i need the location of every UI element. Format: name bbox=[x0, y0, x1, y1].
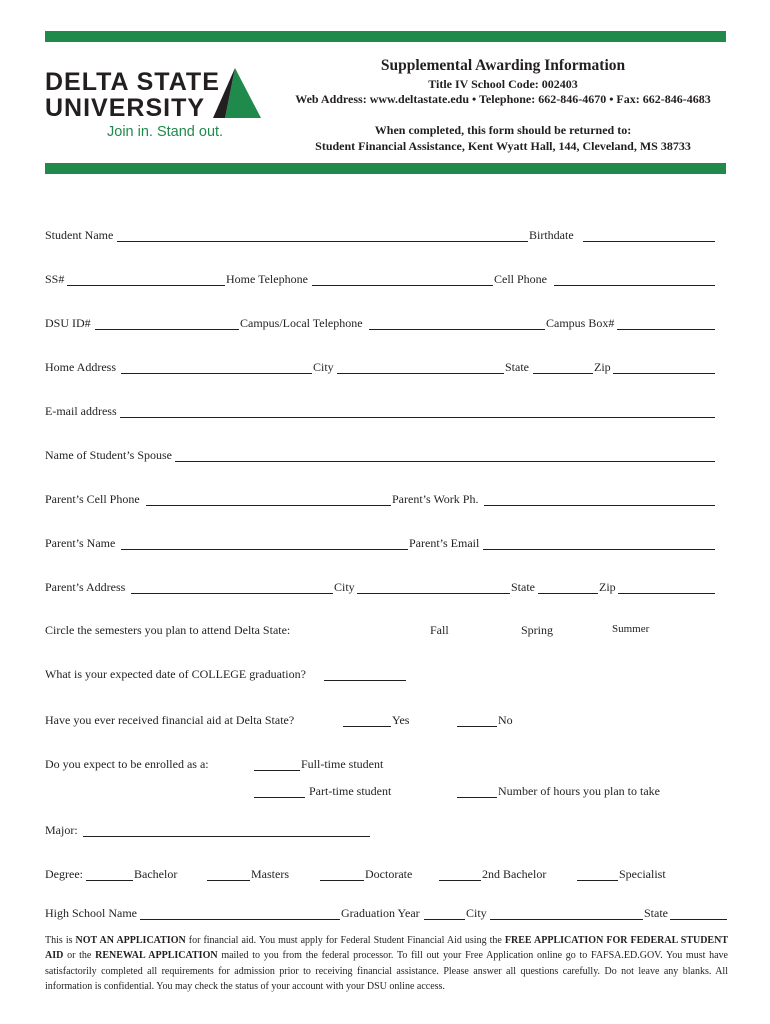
aid-yes-field[interactable] bbox=[343, 726, 391, 727]
campus-box-field[interactable] bbox=[617, 329, 715, 330]
phone-row bbox=[45, 272, 727, 288]
notice-text-2: for financial aid. You must apply for Federal Student Financial Aid using the bbox=[185, 935, 505, 946]
notice-bold-1: NOT AN APPLICATION bbox=[75, 935, 186, 946]
masters-field[interactable] bbox=[207, 880, 250, 881]
parent-address-field[interactable] bbox=[131, 593, 333, 594]
form-title: Supplemental Awarding Information bbox=[380, 57, 626, 74]
semesters-question: Circle the semesters you plan to attend Delta State: bbox=[45, 623, 291, 637]
bottom-green-bar bbox=[45, 163, 726, 174]
hs-state-field[interactable] bbox=[670, 919, 727, 920]
parent-email-label: Parent’s Email bbox=[409, 536, 480, 550]
notice-bold-2: FREE APPLICATION FOR FEDERAL STUDENT AID bbox=[45, 935, 728, 962]
notice-text-1: This is bbox=[45, 935, 76, 946]
spouse-label: Name of Student’s Spouse bbox=[45, 448, 172, 462]
contact-info: Web Address: www.deltastate.edu • Telephone: 662-846-4670 • Fax: 662-846-4683 bbox=[295, 92, 711, 106]
return-instruction: When completed, this form should be returned to: bbox=[374, 123, 632, 137]
spring-option[interactable]: Spring bbox=[521, 623, 554, 637]
specialist-label: Specialist bbox=[619, 867, 666, 881]
full-time-label: Full-time student bbox=[301, 757, 384, 771]
cell-phone-field[interactable] bbox=[554, 285, 715, 286]
graduation-year-field[interactable] bbox=[424, 919, 465, 920]
graduation-question: What is your expected date of COLLEGE graduation? bbox=[45, 667, 306, 681]
spouse-row bbox=[45, 448, 727, 464]
graduation-year-label: Graduation Year bbox=[341, 906, 420, 920]
student-name-row bbox=[45, 228, 727, 244]
parent-name-row bbox=[45, 536, 727, 552]
part-time-field[interactable] bbox=[254, 797, 305, 798]
doctorate-label: Doctorate bbox=[365, 867, 413, 881]
parent-work-label: Parent’s Work Ph. bbox=[392, 492, 479, 506]
logo-tagline: Join in. Stand out. bbox=[107, 124, 224, 140]
email-label: E-mail address bbox=[45, 404, 117, 418]
aid-yes-label: Yes bbox=[392, 713, 410, 727]
hours-field[interactable] bbox=[457, 797, 497, 798]
return-address: Student Financial Assistance, Kent Wyatt Hall, 144, Cleveland, MS 38733 bbox=[315, 139, 691, 153]
graduation-date-field[interactable] bbox=[324, 680, 406, 681]
campus-telephone-field[interactable] bbox=[369, 329, 545, 330]
enroll-question: Do you expect to be enrolled as a: bbox=[45, 757, 209, 771]
school-code: Title IV School Code: 002403 bbox=[428, 77, 578, 91]
application-notice bbox=[45, 933, 728, 994]
major-row bbox=[45, 823, 727, 839]
fall-option[interactable]: Fall bbox=[430, 623, 449, 637]
birthdate-field[interactable] bbox=[583, 241, 715, 242]
city-label: City bbox=[313, 360, 334, 374]
parent-work-field[interactable] bbox=[484, 505, 715, 506]
parent-state-label: State bbox=[511, 580, 535, 594]
parent-zip-field[interactable] bbox=[618, 593, 715, 594]
second-bachelor-label: 2nd Bachelor bbox=[482, 867, 547, 881]
doctorate-field[interactable] bbox=[320, 880, 364, 881]
parent-address-label: Parent’s Address bbox=[45, 580, 126, 594]
state-field[interactable] bbox=[533, 373, 593, 374]
graduation-row bbox=[45, 667, 727, 683]
parent-cell-label: Parent’s Cell Phone bbox=[45, 492, 140, 506]
parent-phone-row bbox=[45, 492, 727, 508]
aid-question: Have you ever received financial aid at Delta State? bbox=[45, 713, 295, 727]
parent-name-label: Parent’s Name bbox=[45, 536, 116, 550]
state-label: State bbox=[505, 360, 529, 374]
email-row bbox=[45, 404, 727, 420]
hours-label: Number of hours you plan to take bbox=[498, 784, 660, 798]
home-telephone-field[interactable] bbox=[312, 285, 493, 286]
notice-text-4: mailed to you from the federal processor. To fill out your Free Application online go to FAFSA.ED.GOV. You must have satisfactorily completed all requirements for admission prior to receiving financial assistance. Please answer all questions carefully. Do not leave any blanks. All information is confidential. You may check the status of your account with your DSU online access. bbox=[45, 950, 728, 992]
cell-phone-label: Cell Phone bbox=[494, 272, 547, 286]
parent-email-field[interactable] bbox=[483, 549, 715, 550]
zip-label: Zip bbox=[594, 360, 611, 374]
student-name-field[interactable] bbox=[117, 241, 528, 242]
parent-cell-field[interactable] bbox=[146, 505, 391, 506]
second-bachelor-field[interactable] bbox=[439, 880, 481, 881]
parent-city-field[interactable] bbox=[357, 593, 510, 594]
email-field[interactable] bbox=[120, 417, 715, 418]
hs-state-label: State bbox=[644, 906, 668, 920]
campus-box-label: Campus Box# bbox=[546, 316, 615, 330]
summer-option[interactable]: Summer bbox=[612, 623, 650, 635]
hs-city-label: City bbox=[466, 906, 487, 920]
city-field[interactable] bbox=[337, 373, 504, 374]
enroll-row bbox=[45, 757, 727, 773]
hs-city-field[interactable] bbox=[490, 919, 643, 920]
parent-zip-label: Zip bbox=[599, 580, 616, 594]
parent-state-field[interactable] bbox=[538, 593, 598, 594]
masters-label: Masters bbox=[251, 867, 289, 881]
zip-field[interactable] bbox=[613, 373, 715, 374]
delta-triangle-icon bbox=[213, 68, 261, 118]
parent-address-row bbox=[45, 580, 727, 596]
major-label: Major: bbox=[45, 823, 78, 837]
home-telephone-label: Home Telephone bbox=[226, 272, 308, 286]
dsu-id-field[interactable] bbox=[95, 329, 239, 330]
aid-row bbox=[45, 713, 727, 729]
semesters-row bbox=[45, 623, 727, 639]
home-address-label: Home Address bbox=[45, 360, 116, 374]
bachelor-field[interactable] bbox=[86, 880, 133, 881]
notice-bold-3: RENEWAL APPLICATION bbox=[95, 950, 218, 962]
aid-no-field[interactable] bbox=[457, 726, 497, 727]
ssn-field[interactable] bbox=[67, 285, 225, 286]
degree-row bbox=[45, 867, 727, 883]
full-time-field[interactable] bbox=[254, 770, 300, 771]
high-school-field[interactable] bbox=[140, 919, 340, 920]
birthdate-label: Birthdate bbox=[529, 228, 574, 242]
high-school-label: High School Name bbox=[45, 906, 137, 920]
ssn-label: SS# bbox=[45, 272, 65, 286]
top-green-bar bbox=[45, 31, 726, 42]
parent-city-label: City bbox=[334, 580, 355, 594]
degree-label: Degree: bbox=[45, 867, 83, 881]
major-field[interactable] bbox=[83, 836, 370, 837]
university-logo bbox=[45, 68, 260, 146]
dsu-id-row bbox=[45, 316, 727, 332]
part-time-label: Part-time student bbox=[309, 784, 392, 798]
logo-text-line1: DELTA STATE bbox=[45, 68, 220, 96]
campus-telephone-label: Campus/Local Telephone bbox=[240, 316, 363, 330]
parent-name-field[interactable] bbox=[121, 549, 408, 550]
specialist-field[interactable] bbox=[577, 880, 618, 881]
home-address-row bbox=[45, 360, 727, 376]
logo-text-line2: UNIVERSITY bbox=[45, 94, 206, 122]
aid-no-label: No bbox=[498, 713, 513, 727]
student-name-label: Student Name bbox=[45, 228, 114, 242]
bachelor-label: Bachelor bbox=[134, 867, 178, 881]
high-school-row bbox=[45, 906, 727, 922]
dsu-id-label: DSU ID# bbox=[45, 316, 91, 330]
home-address-field[interactable] bbox=[121, 373, 312, 374]
notice-text-3: or the bbox=[63, 950, 96, 962]
spouse-field[interactable] bbox=[175, 461, 715, 462]
part-time-row bbox=[45, 784, 727, 800]
